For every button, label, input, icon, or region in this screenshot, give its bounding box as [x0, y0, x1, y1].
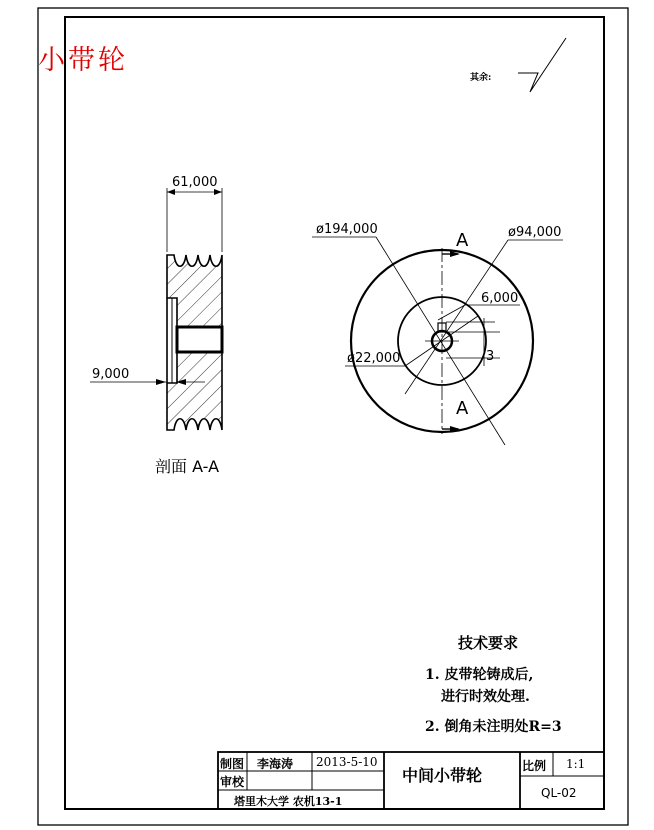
outer-border [38, 8, 628, 825]
drawn-label: 制图 [220, 757, 245, 771]
outer-diameter-dimension: ø194,000 [316, 222, 378, 237]
key-depth-dimension: 3 [486, 349, 495, 364]
section-upper-body [167, 255, 222, 327]
school-class: 塔里木大学 农机13-1 [234, 795, 343, 808]
drawing-title: 小带轮 [38, 45, 128, 76]
tech-requirements-heading: 技术要求 [458, 634, 519, 652]
section-caption: 剖面 A-A [155, 457, 220, 476]
key-width-dimension: 6,000 [481, 291, 519, 306]
part-name: 中间小带轮 [402, 766, 483, 785]
width-dimension: 61,000 [172, 175, 218, 190]
scale-value: 1:1 [566, 757, 586, 771]
tech-item-1-line-2: 进行时效处理. [441, 689, 530, 705]
surface-finish-symbol [518, 38, 566, 92]
section-bore [177, 327, 222, 352]
section-mark-bottom: A [456, 398, 469, 419]
keyway-dimension: 9,000 [92, 367, 130, 382]
drawing-date: 2013-5-10 [316, 755, 378, 769]
section-lower-body [167, 352, 222, 430]
front-view [312, 237, 563, 445]
section-view [90, 188, 222, 430]
checked-label: 审校 [220, 775, 245, 789]
tech-item-2: 2. 倒角未注明处R=3 [425, 719, 562, 735]
drawing-number: QL-02 [541, 786, 577, 800]
section-mark-top: A [456, 230, 469, 251]
bore-diameter-dimension: ø22,000 [347, 351, 401, 366]
surface-finish-label: 其余: [470, 73, 492, 83]
hub-diameter-dimension: ø94,000 [508, 225, 562, 240]
scale-label: 比例 [522, 759, 547, 773]
tech-item-1-line-1: 1. 皮带轮铸成后, [425, 667, 534, 683]
drawn-name: 李海涛 [257, 757, 294, 771]
